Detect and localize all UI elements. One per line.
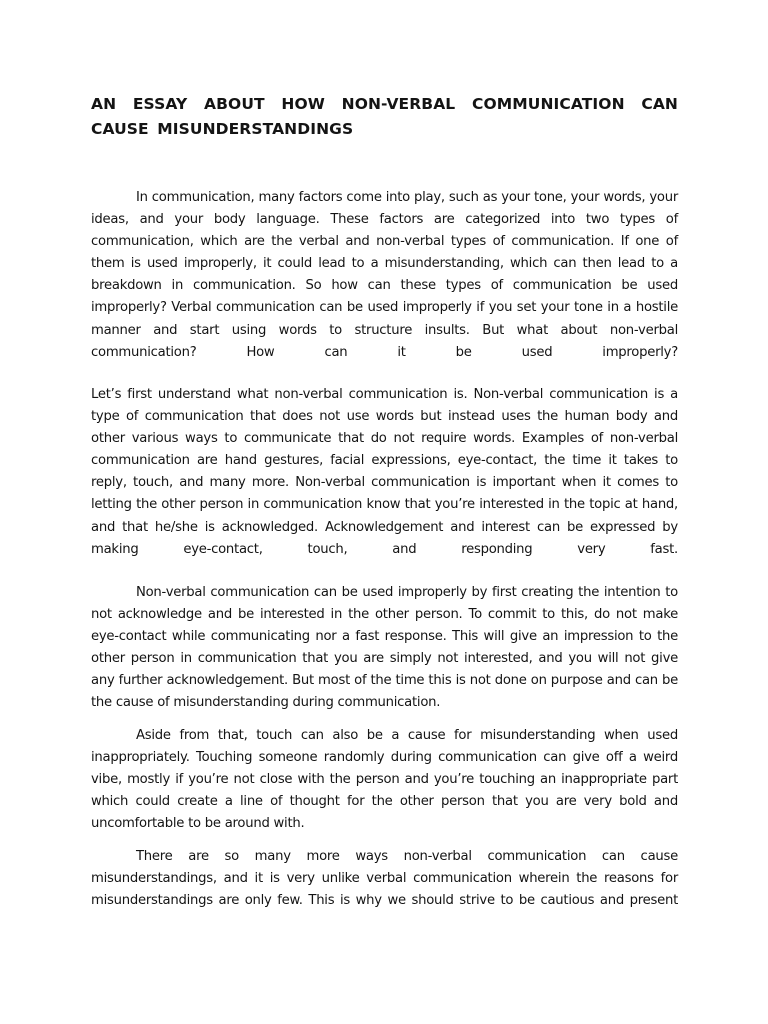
paragraph-1: In communication, many factors come into play, such as your tone, your words, your ideas, and your body language. These factors are categorized into two types of communication, which are the verbal and non-verbal types of communication. If one of them is used improperly, it could lead to a misunderstanding, which can then lead to a breakdown in communication. So how can these types of communication be used improperly? Verbal communication can be used improperly if you set your tone in a hostile manner and start using words to structure insults. But what about non-verbal communication? How can it be used improperly? [91, 190, 678, 360]
paragraph-2: Let’s first understand what non-verbal communication is. Non-verbal communication is a type of communication that does not use words but instead uses the human body and other various ways to communicate that do not require words. Examples of non-verbal communication are hand gestures, facial expressions, eye-contact, the time it takes to reply, touch, and many more. Non-verbal communication is important when it comes to letting the other person in communication know that you’re interested in the topic at hand, and that he/she is acknowledged. Acknowledgement and interest can be expressed by making eye-contact, touch, and responding very fast. [91, 387, 678, 557]
paragraph-4: Aside from that, touch can also be a cause for misunderstanding when used inappropriately. Touching someone randomly during communication can give off a weird vibe, mostly if you’re not close with the person and you’re touching an inappropriate part which could create a line of thought for the other person that you are very bold and uncomfortable to be around with. [91, 728, 678, 832]
document-page [91, 0, 678, 1024]
paragraph-5: There are so many more ways non-verbal communication can cause misunderstandings, and it is very unlike verbal communication wherein the reasons for misunderstandings are only few. This is why we should strive to be cautious and present [91, 849, 678, 909]
essay-title: AN ESSAY ABOUT HOW NON-VERBAL COMMUNICATION CAN CAUSE MISUNDERSTANDINGS [91, 95, 678, 138]
paragraph-3: Non-verbal communication can be used improperly by first creating the intention to not acknowledge and be interested in the other person. To commit to this, do not make eye-contact while communicating nor a fast response. This will give an impression to the other person in communication that you are simply not interested, and you will not give any further acknowledgement. But most of the time this is not done on purpose and can be the cause of misunderstanding during communication. [91, 585, 678, 711]
